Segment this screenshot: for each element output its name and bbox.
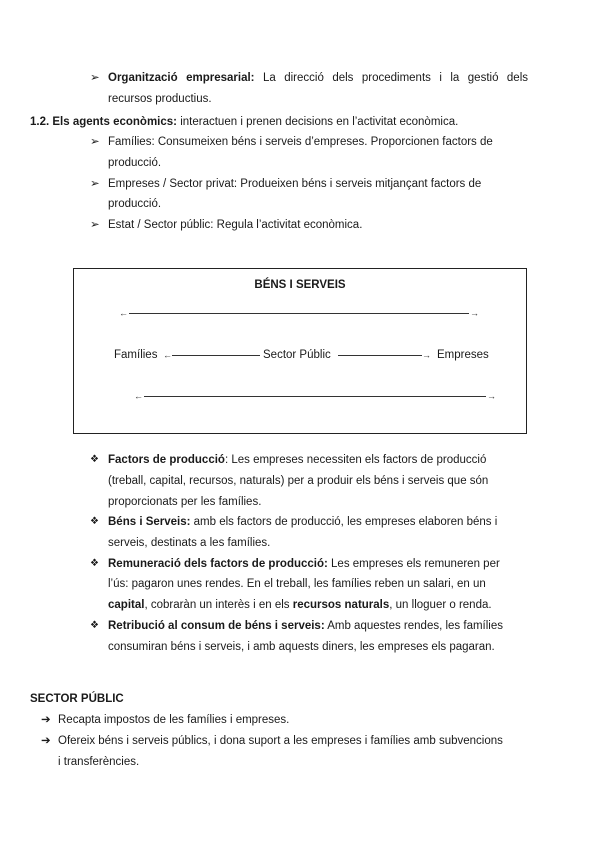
right-arrow-bullet-icon: ➔ xyxy=(41,735,51,747)
flow-retribution-title: Retribució al consum de béns i serveis: xyxy=(108,620,325,632)
diagram-title: BÉNS I SERVEIS xyxy=(254,279,346,291)
agent-families-line1: Famílies: Consumeixen béns i serveis d’empreses. Proporcionen factors de xyxy=(108,136,493,148)
agents-heading-line xyxy=(30,115,458,129)
arrow-tail-icon: ← xyxy=(119,308,128,318)
diamond-bullet-icon: ❖ xyxy=(90,620,99,631)
public-sector-heading: SECTOR PÚBLIC xyxy=(30,693,124,705)
arrow-head-right-icon: → xyxy=(422,350,431,360)
flow-remuneration-line1 xyxy=(108,557,500,571)
public-item-taxes: Recapta impostos de les famílies i empreses. xyxy=(58,714,290,726)
families-label: Famílies xyxy=(114,349,158,361)
flow-goods-line1 xyxy=(108,515,497,529)
flow-remuneration-text3d: , un lloguer o renda. xyxy=(389,599,492,611)
agent-companies-line1: Empreses / Sector privat: Produeixen béns i serveis mitjançant factors de xyxy=(108,178,482,190)
diamond-bullet-icon: ❖ xyxy=(90,558,99,569)
agent-companies-line2: producció. xyxy=(108,198,162,210)
public-item-services-line2: i transferències. xyxy=(58,756,140,768)
companies-label: Empreses xyxy=(437,349,489,361)
public-item-services-line1: Ofereix béns i serveis públics, i dona suport a les empreses i famílies amb subvencions xyxy=(58,735,503,747)
flow-factors-line2: (treball, capital, recursos, naturals) per a produir els béns i serveis que són xyxy=(108,475,489,487)
families-public-line xyxy=(172,355,260,356)
arrow-bullet-icon: ➢ xyxy=(90,136,100,148)
diamond-bullet-icon: ❖ xyxy=(90,454,99,465)
org-text-1: La direcció dels procediments i la gestió dels xyxy=(262,72,529,84)
capital-term: capital xyxy=(108,599,145,611)
arrow-bullet-icon: ➢ xyxy=(90,178,100,190)
flow-retribution-text1: Amb aquestes rendes, les famílies xyxy=(324,620,503,632)
org-text-2: recursos productius. xyxy=(108,93,212,105)
flow-goods-title: Béns i Serveis: xyxy=(108,516,191,528)
flow-retribution-line1 xyxy=(108,619,503,633)
flow-remuneration-text1: Les empreses els remuneren per xyxy=(327,558,500,570)
arrow-tail-icon: ← xyxy=(134,391,143,401)
agents-text: interactuen i prenen decisions en l’activitat econòmica. xyxy=(180,116,459,128)
top-flow-line xyxy=(129,313,469,314)
flow-remuneration-line2: l’ús: pagaron unes rendes. En el treball, les famílies reben un salari, en un xyxy=(108,578,486,590)
arrow-head-icon: → xyxy=(470,308,479,318)
flow-remuneration-text3b: , cobraràn un interès i en els xyxy=(144,599,293,611)
flow-goods-text1: amb els factors de producció, les empreses elaboren béns i xyxy=(190,516,498,528)
flow-factors-line3: proporcionats per les famílies. xyxy=(108,496,262,508)
agent-families-line2: producció. xyxy=(108,157,162,169)
arrow-bullet-icon: ➢ xyxy=(90,219,100,231)
public-sector-label: Sector Públic xyxy=(263,349,331,361)
right-arrow-bullet-icon: ➔ xyxy=(41,714,51,726)
arrow-head-icon: → xyxy=(487,391,496,401)
diamond-bullet-icon: ❖ xyxy=(90,516,99,527)
arrow-head-left-icon: ← xyxy=(163,350,172,360)
flow-remuneration-line3 xyxy=(108,598,492,612)
public-companies-line xyxy=(338,355,422,356)
arrow-bullet-icon: ➢ xyxy=(90,72,100,84)
flow-retribution-line2: consumiran béns i serveis, i amb aquests diners, les empreses els pagaran. xyxy=(108,641,495,653)
flow-goods-line2: serveis, destinats a les famílies. xyxy=(108,537,271,549)
bottom-flow-line xyxy=(144,396,486,397)
flow-factors-title: Factors de producció xyxy=(108,454,225,466)
flow-remuneration-title: Remuneració dels factors de producció: xyxy=(108,558,328,570)
org-bullet-text xyxy=(108,71,528,85)
org-title: Organització empresarial: xyxy=(108,72,255,84)
circular-flow-diagram xyxy=(73,268,527,434)
flow-factors-text1: : Les empreses necessiten els factors de producció xyxy=(224,454,487,466)
agent-state-line1: Estat / Sector públic: Regula l’activitat econòmica. xyxy=(108,219,363,231)
agents-heading: 1.2. Els agents econòmics: xyxy=(30,116,178,128)
natural-resources-term: recursos naturals xyxy=(292,599,390,611)
flow-factors-line1 xyxy=(108,453,486,467)
